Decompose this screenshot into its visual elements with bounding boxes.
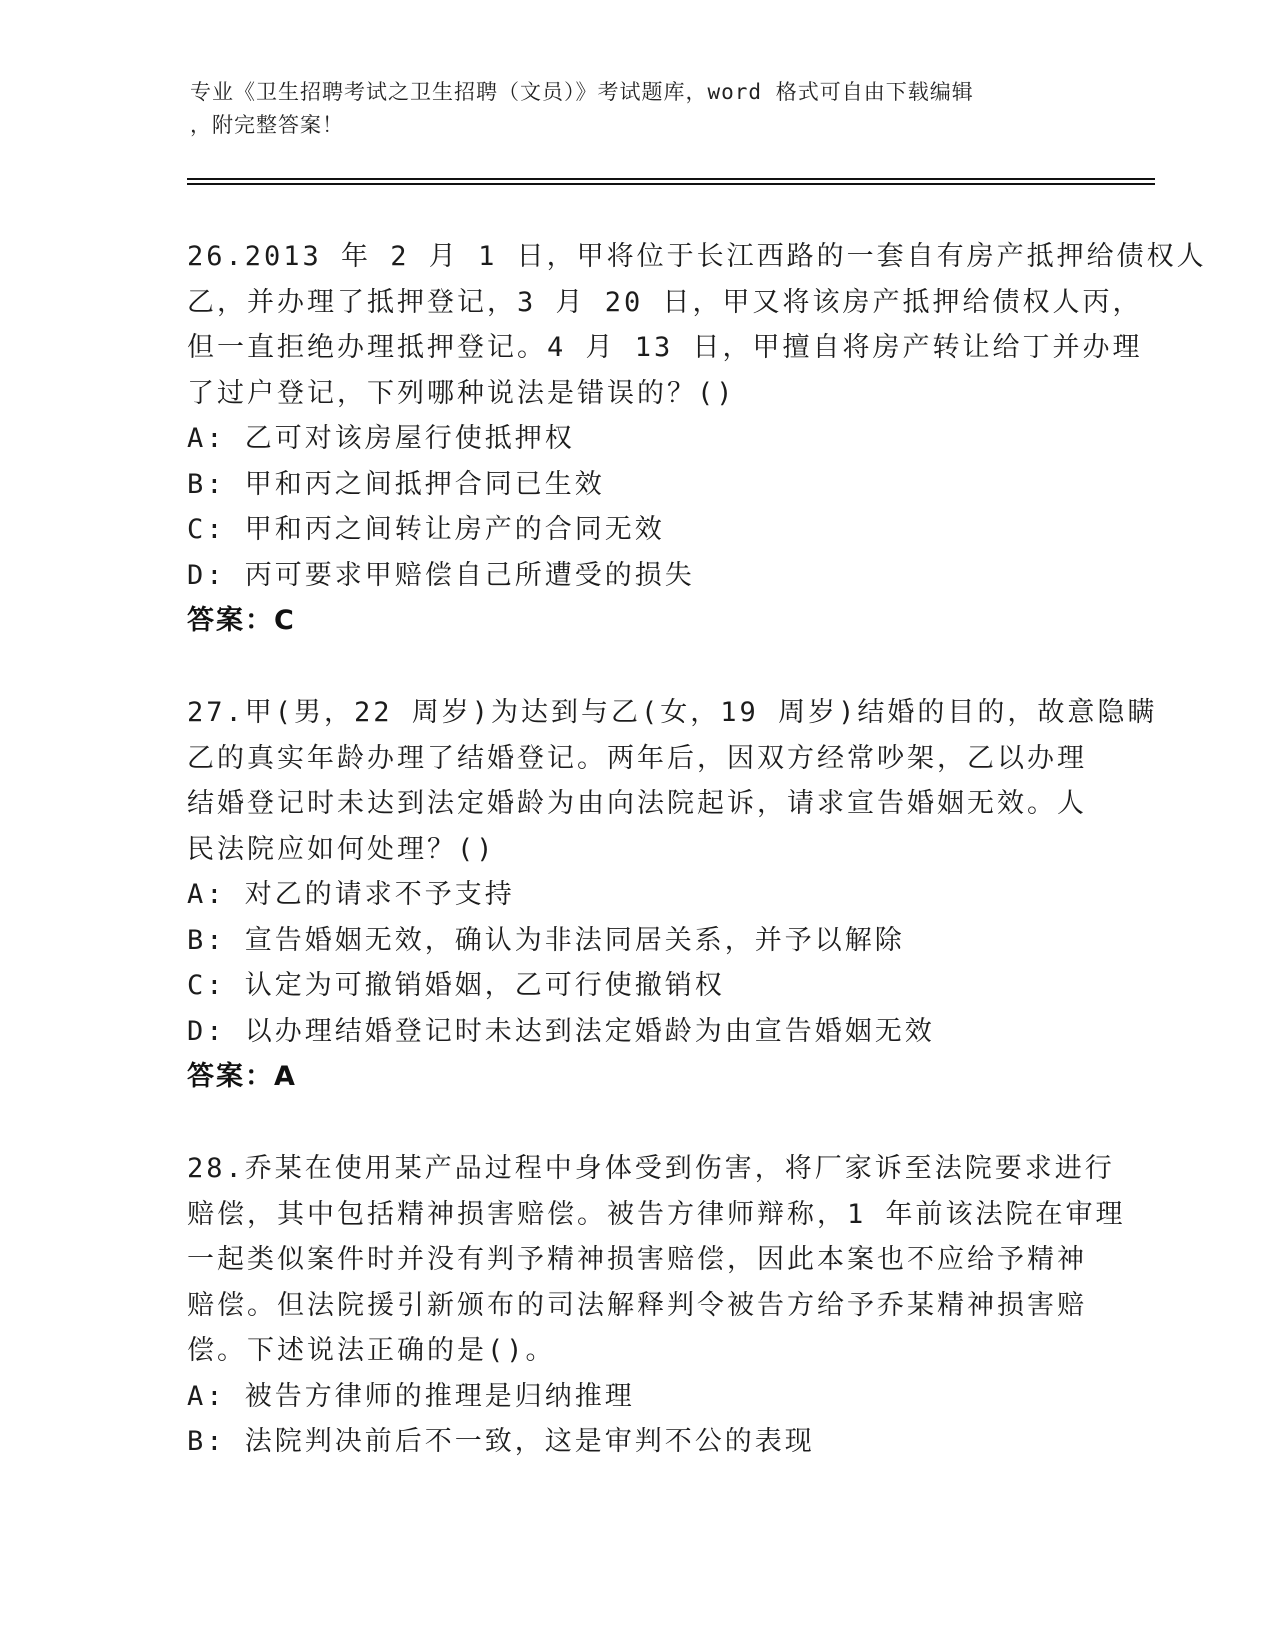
question-text-line: 了过户登记，下列哪种说法是错误的？() (187, 377, 736, 409)
option-b: B: 甲和丙之间抵押合同已生效 (187, 468, 605, 500)
question-text-line: 但一直拒绝办理抵押登记。4 月 13 日，甲擅自将房产转让给丁并办理 (187, 332, 1143, 363)
option-d: D: 丙可要求甲赔偿自己所遭受的损失 (187, 559, 695, 591)
question-27 (187, 690, 1158, 1100)
option-a: A: 被告方律师的推理是归纳推理 (187, 1380, 635, 1412)
question-text-line: 偿。下述说法正确的是()。 (187, 1335, 556, 1366)
header-line-1: 专业《卫生招聘考试之卫生招聘（文员）》考试题库，word 格式可自由下载编辑 (190, 80, 974, 104)
question-text-line: 一起类似案件时并没有判予精神损害赔偿，因此本案也不应给予精神 (187, 1244, 1087, 1275)
option-d: D: 以办理结婚登记时未达到法定婚龄为由宣告婚姻无效 (187, 1015, 935, 1047)
document-header (190, 76, 1070, 142)
option-a: A: 乙可对该房屋行使抵押权 (187, 423, 575, 454)
option-c: C: 甲和丙之间转让房产的合同无效 (187, 514, 665, 545)
question-text-line: 乙，并办理了抵押登记，3 月 20 日，甲又将该房产抵押给债权人丙， (187, 286, 1143, 318)
question-text-line: 结婚登记时未达到法定婚龄为由向法院起诉，请求宣告婚姻无效。人 (187, 788, 1087, 819)
option-b: B: 法院判决前后不一致，这是审判不公的表现 (187, 1426, 815, 1457)
question-text-line: 27.甲(男，22 周岁)为达到与乙(女，19 周岁)结婚的目的，故意隐瞒 (187, 697, 1158, 728)
header-line-2: ，附完整答案！ (190, 113, 344, 137)
option-a: A: 对乙的请求不予支持 (187, 879, 515, 910)
answer-line: 答案：C (187, 605, 296, 636)
option-c: C: 认定为可撤销婚姻，乙可行使撤销权 (187, 970, 725, 1001)
question-text-line: 赔偿，其中包括精神损害赔偿。被告方律师辩称，1 年前该法院在审理 (187, 1198, 1126, 1230)
question-26 (187, 234, 1207, 644)
question-text-line: 26.2013 年 2 月 1 日，甲将位于长江西路的一套自有房产抵押给债权人 (187, 241, 1207, 272)
question-28 (187, 1146, 1126, 1465)
header-divider (187, 178, 1155, 185)
question-text-line: 赔偿。但法院援引新颁布的司法解释判令被告方给予乔某精神损害赔 (187, 1289, 1087, 1321)
question-text-line: 28.乔某在使用某产品过程中身体受到伤害，将厂家诉至法院要求进行 (187, 1153, 1115, 1184)
question-text-line: 民法院应如何处理？() (187, 833, 496, 865)
option-b: B: 宣告婚姻无效，确认为非法同居关系，并予以解除 (187, 924, 905, 956)
question-text-line: 乙的真实年龄办理了结婚登记。两年后，因双方经常吵架，乙以办理 (187, 742, 1087, 774)
answer-line: 答案：A (187, 1061, 297, 1092)
